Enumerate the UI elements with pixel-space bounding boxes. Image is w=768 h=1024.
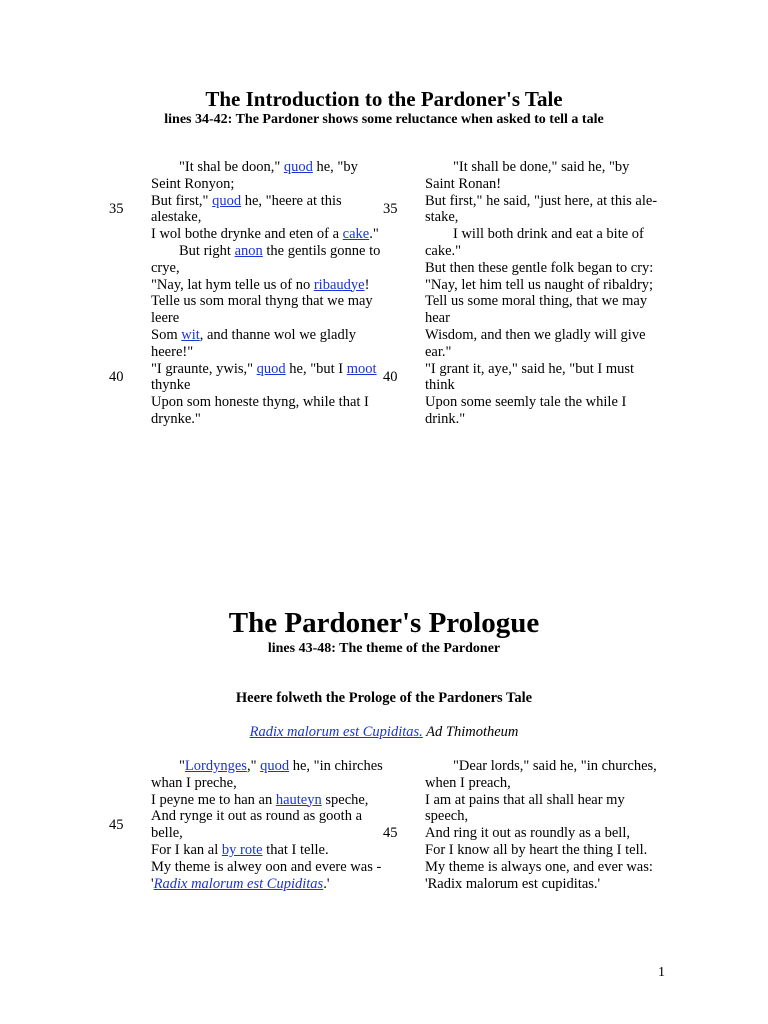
verse-text: For I kan al xyxy=(151,841,222,858)
verse-line xyxy=(151,758,387,792)
verse-line: I am at pains that all shall hear my speech, xyxy=(425,791,625,825)
verse-line xyxy=(151,193,387,227)
intro-translation-text xyxy=(425,159,661,428)
verse-line xyxy=(151,159,387,193)
verse-text: he, "by Seint Ronyon; xyxy=(151,159,358,192)
verse-text: My theme is alwey oon and evere was - xyxy=(151,858,382,875)
verse-line xyxy=(151,243,387,277)
verse-line: I will both drink and eat a bite of cake." xyxy=(425,226,644,259)
verse-line: 'Radix malorum est cupiditas.' xyxy=(425,875,601,892)
verse-text: the gentils gonne to crye, xyxy=(151,242,381,276)
intro-subtitle: lines 34-42: The Pardoner shows some reluctance when asked to tell a tale xyxy=(164,112,604,127)
verse-text: "It shal be doon," xyxy=(179,159,284,175)
verse-text: thynke xyxy=(151,377,191,394)
verse-text: , and thanne wol we gladly heere!" xyxy=(151,326,356,360)
verse-text: "Nay, lat hym telle us of no xyxy=(151,276,314,293)
gloss-link[interactable]: quod xyxy=(256,360,286,377)
gloss-link[interactable]: cake xyxy=(342,226,370,243)
verse-line: "Nay, let him tell us naught of ribaldry; xyxy=(425,276,654,293)
prologue-translation-text xyxy=(425,758,661,892)
verse-line: Upon some seemly tale the while I drink." xyxy=(425,394,627,427)
verse-text: I peyne me to han an xyxy=(151,791,276,808)
verse-text: And rynge it out as round as gooth a belle, xyxy=(151,808,363,842)
verse-line xyxy=(151,842,387,859)
verse-text: I wol bothe drynke and eten of a xyxy=(151,226,343,243)
verse-text: "I graunte, ywis," xyxy=(151,360,257,377)
motto-link[interactable]: Radix malorum est Cupiditas. xyxy=(249,724,423,740)
gloss-link[interactable]: anon xyxy=(234,242,263,259)
gloss-link[interactable]: ribaudye xyxy=(313,276,365,293)
verse-line: "I grant it, aye," said he, "but I must think xyxy=(425,360,635,394)
verse-text: Som xyxy=(151,326,182,343)
verse-line xyxy=(151,394,387,428)
gloss-link[interactable]: Radix malorum est Cupiditas xyxy=(153,875,324,892)
verse-line: And ring it out as roundly as a bell, xyxy=(425,825,630,842)
line-number: 35 xyxy=(109,201,124,217)
prologue-title: The Pardoner's Prologue xyxy=(228,607,540,639)
line-number: 35 xyxy=(383,201,398,217)
prologue-incipit: Heere folweth the Prologe of the Pardoners Tale xyxy=(235,690,533,706)
line-number: 40 xyxy=(109,369,124,385)
gloss-link[interactable]: moot xyxy=(346,360,377,377)
verse-text: .' xyxy=(323,875,330,892)
verse-line: My theme is always one, and ever was: xyxy=(425,858,653,875)
gloss-link[interactable]: quod xyxy=(283,159,313,175)
gloss-link[interactable]: hauteyn xyxy=(275,791,322,808)
verse-line xyxy=(151,277,387,294)
verse-line: Tell us some moral thing, that we may hear xyxy=(425,293,648,327)
verse-line xyxy=(151,859,387,876)
verse-text: But first," xyxy=(151,192,213,209)
verse-line xyxy=(151,876,387,893)
verse-text: he, "in chirches whan I preche, xyxy=(151,758,383,791)
verse-line: Wisdom, and then we gladly will give ear." xyxy=(425,326,646,360)
verse-text: Upon som honeste thyng, while that I drynke." xyxy=(151,394,369,427)
gloss-link[interactable]: quod xyxy=(260,758,290,774)
verse-text: ! xyxy=(364,276,370,293)
line-number: 40 xyxy=(383,369,398,385)
verse-text: But right xyxy=(179,242,235,259)
verse-line xyxy=(151,327,387,361)
verse-line xyxy=(151,293,387,327)
page-number: 1 xyxy=(658,965,665,980)
intro-original-text xyxy=(151,159,387,428)
verse-line: "Dear lords," said he, "in churches, when I preach, xyxy=(425,758,657,791)
verse-text: Telle us som moral thyng that we may leere xyxy=(151,293,373,327)
gloss-link[interactable]: quod xyxy=(212,192,242,209)
motto-source: Ad Thimotheum xyxy=(422,724,519,740)
verse-text: he, "but I xyxy=(285,360,347,377)
verse-text: ." xyxy=(369,226,379,243)
verse-line: For I know all by heart the thing I tell. xyxy=(425,841,648,858)
prologue-subtitle: lines 43-48: The theme of the Pardoner xyxy=(267,641,501,656)
verse-line: But then these gentle folk began to cry: xyxy=(425,259,654,276)
verse-text: he, "heere at this alestake, xyxy=(151,192,342,226)
verse-text: ' xyxy=(151,875,154,892)
gloss-link[interactable]: by rote xyxy=(221,841,263,858)
verse-line xyxy=(151,361,387,395)
verse-line: But first," he said, "just here, at this ale-stake, xyxy=(425,192,658,226)
gloss-link[interactable]: wit xyxy=(181,326,200,343)
gloss-link[interactable]: Lordynges xyxy=(184,758,247,774)
prologue-motto xyxy=(0,723,768,741)
verse-text: " xyxy=(179,758,185,774)
verse-line xyxy=(151,808,387,842)
verse-line xyxy=(151,792,387,809)
intro-title: The Introduction to the Pardoner's Tale xyxy=(205,87,563,111)
verse-line xyxy=(151,226,387,243)
line-number: 45 xyxy=(383,825,398,841)
verse-text: speche, xyxy=(321,791,369,808)
verse-line: "It shall be done," said he, "by Saint Ronan! xyxy=(425,159,630,192)
verse-text: that I telle. xyxy=(262,841,329,858)
verse-text: ," xyxy=(246,758,261,774)
line-number: 45 xyxy=(109,817,124,833)
prologue-original-text xyxy=(151,758,387,892)
